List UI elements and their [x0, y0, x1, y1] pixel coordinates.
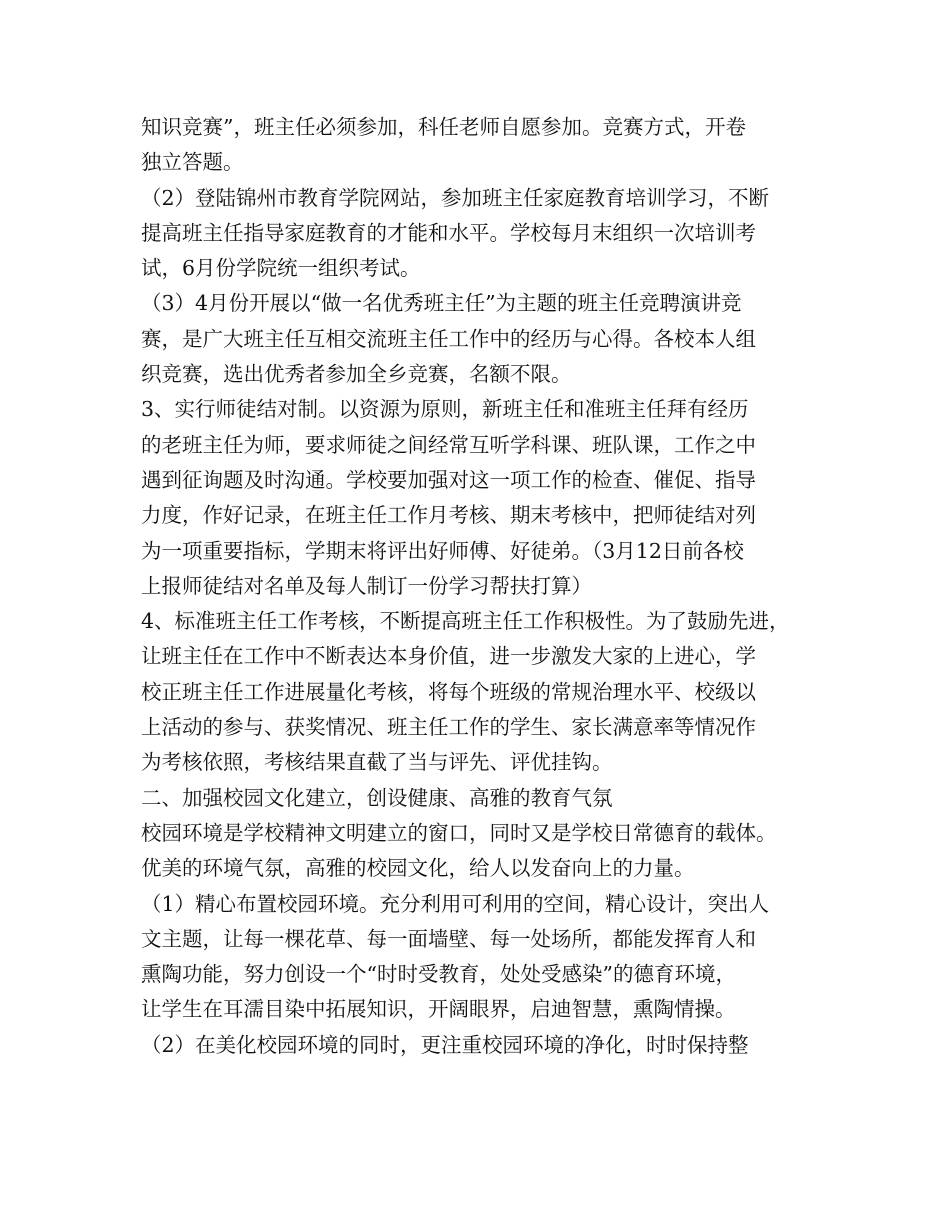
- document-body: [141, 110, 831, 1063]
- text-line: 遇到征询题及时沟通。学校要加强对这一项工作的检查、催促、指导: [141, 467, 756, 492]
- text-line: 上报师徒结对名单及每人制订一份学习帮扶打算）: [141, 573, 592, 598]
- text-line: 为考核依照，考核结果直截了当与评先、评优挂钩。: [141, 750, 613, 775]
- text-line: 校正班主任工作进展量化考核，将每个班级的常规治理水平、校级以: [141, 679, 756, 704]
- text-line: （2）登陆锦州市教育学院网站，参加班主任家庭教育培训学习，不断: [141, 185, 770, 210]
- text-line: 让学生在耳濡目染中拓展知识，开阔眼界，启迪智慧，熏陶情操。: [141, 997, 736, 1022]
- text-line: 力度，作好记录，在班主任工作月考核、期末考核中，把师徒结对列: [141, 503, 756, 528]
- text-line: 的老班主任为师，要求师徒之间经常互听学科课、班队课，工作之中: [141, 432, 756, 457]
- text-line: 上活动的参与、获奖情况、班主任工作的学生、家长满意率等情况作: [141, 715, 756, 740]
- text-line: 赛，是广大班主任互相交流班主任工作中的经历与心得。各校本人组: [141, 326, 756, 351]
- text-line: 让班主任在工作中不断表达本身价值，进一步激发大家的上进心，学: [141, 644, 756, 669]
- text-line: 4、标准班主任工作考核，不断提高班主任工作积极性。为了鼓励先进，: [141, 609, 790, 634]
- text-line: 提高班主任指导家庭教育的才能和水平。学校每月末组织一次培训考: [141, 220, 756, 245]
- text-line: 校园环境是学校精神文明建立的窗口，同时又是学校日常德育的载体。: [141, 820, 777, 845]
- text-line: （3）4月份开展以“做一名优秀班主任”为主题的班主任竞聘演讲竞: [141, 291, 742, 316]
- text-line: （1）精心布置校园环境。充分利用可利用的空间，精心设计，突出人: [141, 891, 770, 916]
- text-line: 文主题，让每一棵花草、每一面墙壁、每一处场所，都能发挥育人和: [141, 926, 756, 951]
- text-line: 独立答题。: [141, 150, 244, 175]
- text-line: 织竞赛，选出优秀者参加全乡竞赛，名额不限。: [141, 362, 572, 387]
- text-line: 优美的环境气氛，高雅的校园文化，给人以发奋向上的力量。: [141, 856, 695, 881]
- text-line: 3、实行师徒结对制。以资源为原则，新班主任和准班主任拜有经历: [141, 397, 749, 422]
- text-line: 知识竞赛”，班主任必须参加，科任老师自愿参加。竞赛方式，开卷: [141, 115, 746, 139]
- text-line: 为一项重要指标，学期末将评出好师傅、好徒弟。（3月12日前各校: [141, 538, 744, 563]
- text-line: （2）在美化校园环境的同时，更注重校园环境的净化，时时保持整: [141, 1032, 749, 1057]
- section-heading: 二、加强校园文化建立，创设健康、高雅的教育气氛: [141, 785, 613, 810]
- text-line: 试，6月份学院统一组织考试。: [141, 256, 421, 281]
- text-line: 熏陶功能，努力创设一个“时时受教育，处处受感染”的德育环境，: [141, 962, 736, 987]
